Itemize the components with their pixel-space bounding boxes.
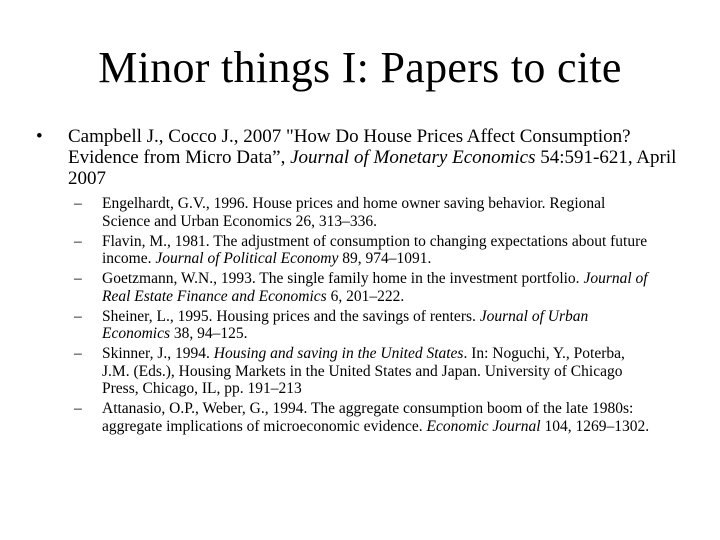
dash-icon: – [74,195,82,212]
reference-text: Sheiner, L., 1995. Housing prices and the savings of renters. [102,307,480,325]
reference-journal: Journal of Real Estate Finance and Economics [102,270,648,305]
reference-journal: Journal of Urban Economics [102,307,589,342]
reference-details: 104, 1269–1302. [540,417,650,435]
reference-journal: Economic Journal [426,417,541,435]
reference-item [74,308,652,343]
dash-icon: – [74,232,82,250]
reference-details: 6, 201–222. [326,287,405,305]
main-bullet-text-b: 54:591-621, April 2007 [68,147,677,189]
reference-list [74,195,652,435]
reference-item [74,233,652,268]
main-bullet-text-a: Campbell J., Cocco J., 2007 "How Do House Prices Affect Consumption? Evidence from Micro Data”, [68,126,631,168]
main-bullet-journal: Journal of Monetary Economics [290,147,536,168]
reference-details: 38, 94–125. [170,325,248,342]
reference-text: Flavin, M., 1981. The adjustment of consumption to changing expectations about future income. [102,232,648,267]
reference-book-title: Housing and saving in the United States [213,345,464,362]
dash-icon: – [74,270,82,287]
reference-item [74,345,652,398]
reference-journal: Journal of Political Economy [155,250,339,267]
main-bullet-list [36,126,688,438]
slide-title: Minor things I: Papers to cite [98,43,622,92]
reference-text: Engelhardt, G.V., 1996. House prices and home owner saving behavior. Regional Science and Urban Economics 26, 313–336. [102,195,606,230]
reference-item [74,400,652,435]
dash-icon: – [74,345,82,362]
reference-details: 89, 974–1091. [338,250,432,267]
reference-item [74,195,652,230]
bullet-icon: • [36,126,43,147]
reference-text: Attanasio, O.P., Weber, G., 1994. The aggregate consumption boom of the late 1980s: aggregate implications of microeconomic evidence. [102,400,634,435]
reference-details: . In: Noguchi, Y., Poterba, J.M. (Eds.), Housing Markets in the United States and Japan. University of Chicago Press, Chicago, IL, pp. 191–213 [102,345,625,397]
reference-item [74,270,652,305]
dash-icon: – [74,307,82,325]
reference-text: Goetzmann, W.N., 1993. The single family home in the investment portfolio. [102,270,584,287]
main-bullet-item [36,126,688,189]
reference-text: Skinner, J., 1994. [102,345,214,362]
dash-icon: – [74,400,82,417]
